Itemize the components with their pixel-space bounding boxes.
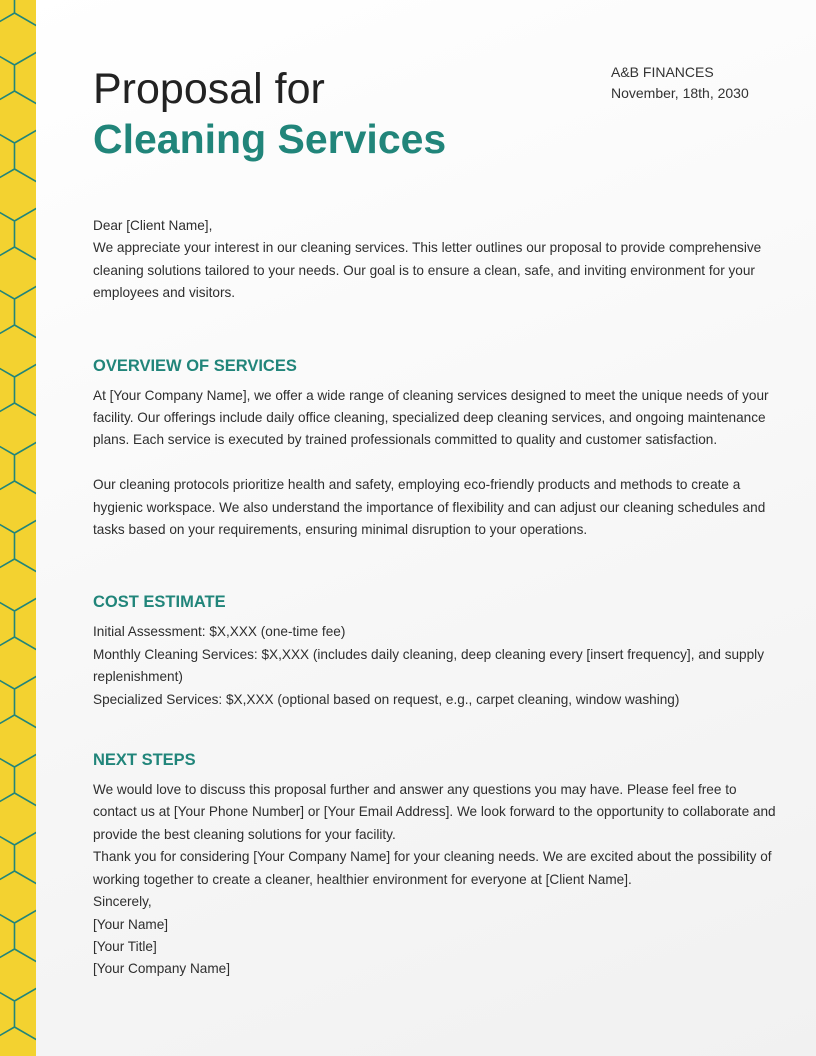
page-title [93, 64, 446, 164]
hexagon-grid-lines [0, 0, 36, 1056]
next-steps-paragraph-2: Thank you for considering [Your Company Name] for your cleaning needs. We are excited about the possibility of working together to create a cleaner, healthier environment for everyone at [Client Name]. [93, 849, 772, 887]
overview-heading: OVERVIEW OF SERVICES [93, 356, 297, 375]
signature-name: [Your Name] [93, 916, 169, 932]
proposal-date: November, 18th, 2030 [611, 85, 749, 101]
next-steps-paragraph-1: We would love to discuss this proposal further and answer any questions you may have. Please feel free to contact us at [Your Phone Number] or [Your Email Address]. We look forward to the opportunity to collaborate and provide the best cleaning solutions for your facility. [93, 782, 776, 842]
cost-heading: COST ESTIMATE [93, 593, 226, 612]
overview-paragraph-1: At [Your Company Name], we offer a wide range of cleaning services designed to meet the unique needs of your facility. Our offerings include daily office cleaning, specialized deep cleaning services, and ongoing maintenance plans. Each service is executed by trained professionals committed to quality and customer satisfaction. [93, 387, 769, 448]
intro-paragraph: We appreciate your interest in our cleaning services. This letter outlines our proposal to provide comprehensive cleaning solutions tailored to your needs. Our goal is to ensure a clean, safe, and inviting environment for your employees and visitors. [93, 240, 762, 301]
letter-body [93, 215, 783, 981]
title-line-2: Cleaning Services [93, 116, 447, 162]
salutation: Dear [Client Name], [93, 218, 213, 233]
closing: Sincerely, [93, 894, 152, 910]
company-name: A&B FINANCES [611, 64, 714, 80]
decorative-hexagon-strip [0, 0, 36, 1056]
next-steps-heading: NEXT STEPS [93, 751, 196, 770]
overview-paragraph-2: Our cleaning protocols prioritize health and safety, employing eco-friendly products and methods to create a hygienic workspace. We also understand the importance of flexibility and can adjust our cleaning schedules and tasks based on your requirements, ensuring minimal disruption to your operations. [93, 477, 766, 538]
company-info [611, 62, 749, 104]
hexagon-pattern [0, 0, 36, 1056]
cost-item: Monthly Cleaning Services: $X,XXX (includes daily cleaning, deep cleaning every [insert frequency], and supply replenishment) [93, 646, 764, 685]
title-line-1: Proposal for [93, 65, 325, 113]
signature-title: [Your Title] [93, 938, 157, 954]
cost-item: Specialized Services: $X,XXX (optional based on request, e.g., carpet cleaning, window washing) [93, 691, 680, 707]
signature-company: [Your Company Name] [93, 961, 231, 977]
cost-item: Initial Assessment: $X,XXX (one-time fee) [93, 624, 346, 640]
